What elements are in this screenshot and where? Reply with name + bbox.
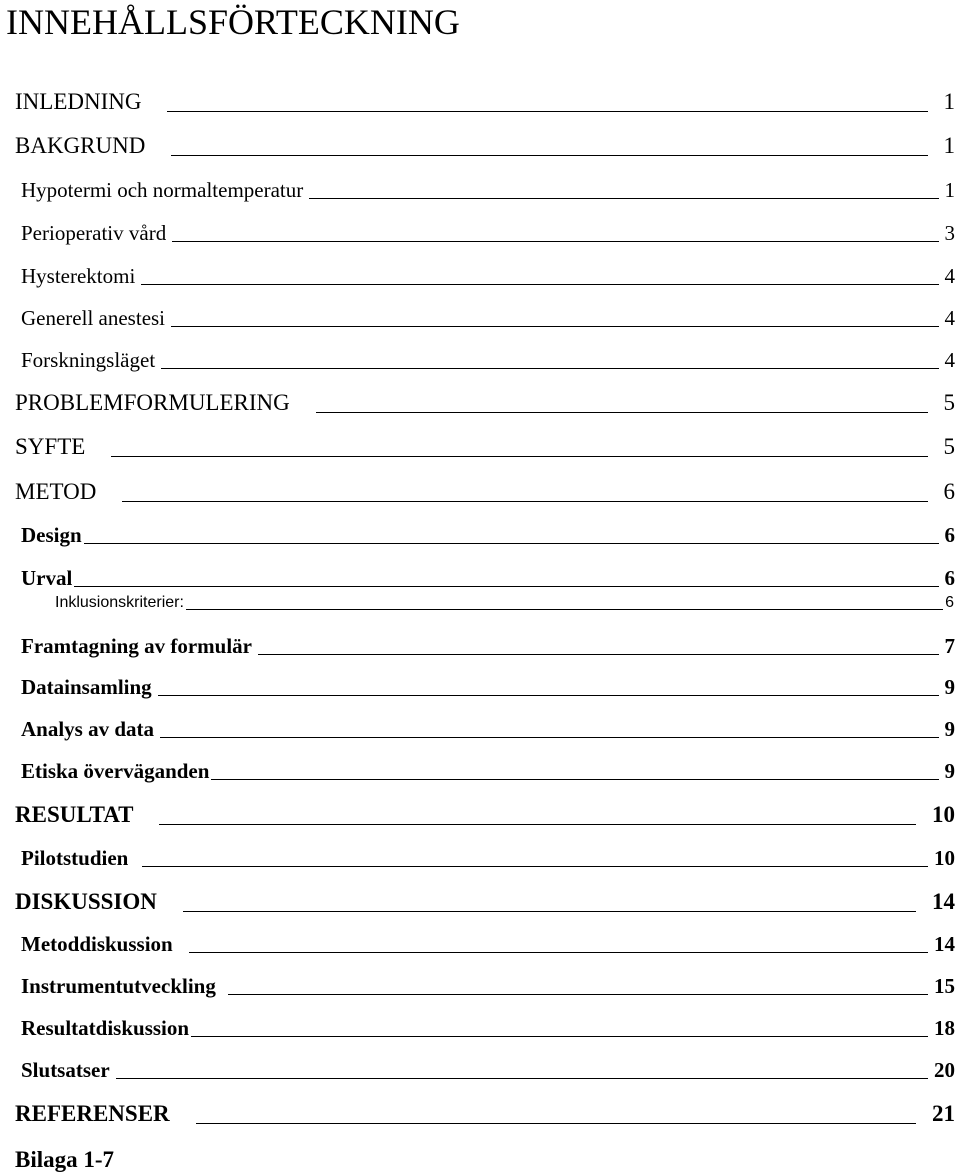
toc-entry-page: 14: [934, 932, 955, 956]
toc-entry-label: RESULTAT: [15, 802, 134, 827]
toc-entry-label: Generell anestesi: [21, 306, 166, 330]
toc-entry-label: Metoddiskussion: [21, 932, 173, 956]
toc-entry-label: BAKGRUND: [15, 133, 146, 158]
toc-leader-line: [158, 695, 939, 696]
toc-leader-line: [167, 111, 927, 112]
toc-appendix: Bilaga 1-7: [15, 1147, 115, 1172]
toc-entry-page: 6: [945, 594, 954, 611]
toc-entry-hypotermi[interactable]: [0, 177, 960, 203]
toc-leader-line: [171, 326, 938, 327]
toc-entry-resultat[interactable]: [0, 801, 960, 829]
toc-entry-page: 9: [944, 717, 955, 741]
toc-entry-resultatdiskussion[interactable]: [0, 1015, 960, 1041]
toc-entry-label: PROBLEMFORMULERING: [15, 390, 290, 415]
toc-entry-inledning[interactable]: [0, 88, 960, 116]
toc-entry-page: 5: [943, 390, 955, 415]
toc-entry-urval[interactable]: [0, 565, 960, 591]
toc-leader-line: [84, 543, 939, 544]
toc-entry-bakgrund[interactable]: [0, 132, 960, 160]
toc-leader-line: [116, 1078, 928, 1079]
toc-entry-label: INLEDNING: [15, 89, 142, 114]
toc-leader-line: [142, 866, 928, 867]
toc-leader-line: [228, 994, 928, 995]
toc-entry-page: 1: [943, 89, 955, 114]
toc-entry-metod[interactable]: [0, 478, 960, 506]
toc-leader-line: [172, 241, 938, 242]
toc-leader-line: [122, 501, 927, 502]
toc-entry-perioperativ-vard[interactable]: [0, 220, 960, 246]
toc-entry-page: 9: [944, 675, 955, 699]
toc-entry-label: Hysterektomi: [21, 264, 136, 288]
toc-entry-instrumentutveckling[interactable]: [0, 973, 960, 999]
toc-entry-page: 5: [943, 434, 955, 459]
toc-leader-line: [141, 284, 938, 285]
toc-entry-label: Urval: [21, 566, 73, 590]
toc-entry-page: 6: [943, 479, 955, 504]
toc-entry-label: Forskningsläget: [21, 348, 156, 372]
toc-entry-hysterektomi[interactable]: [0, 263, 960, 289]
toc-entry-page: 4: [944, 264, 955, 288]
toc-entry-analys-av-data[interactable]: [0, 716, 960, 742]
toc-entry-datainsamling[interactable]: [0, 674, 960, 700]
toc-leader-line: [111, 456, 927, 457]
toc-leader-line: [159, 824, 916, 825]
toc-leader-line: [189, 952, 928, 953]
page-title: INNEHÅLLSFÖRTECKNING: [6, 2, 460, 42]
toc-leader-line: [183, 911, 916, 912]
toc-leader-line: [211, 779, 938, 780]
toc-entry-diskussion[interactable]: [0, 888, 960, 916]
toc-leader-line: [186, 609, 943, 610]
toc-entry-page: 1: [943, 133, 955, 158]
toc-entry-label: Etiska överväganden: [21, 759, 210, 783]
toc-entry-problemformulering[interactable]: [0, 389, 960, 417]
toc-entry-label: Design: [21, 523, 82, 547]
toc-entry-etiska-overvaganden[interactable]: [0, 758, 960, 784]
toc-entry-generell-anestesi[interactable]: [0, 305, 960, 331]
toc-leader-line: [309, 198, 938, 199]
toc-entry-forskningslaget[interactable]: [0, 347, 960, 373]
toc-entry-metoddiskussion[interactable]: [0, 931, 960, 957]
toc-leader-line: [161, 368, 938, 369]
toc-leader-line: [171, 155, 927, 156]
toc-leader-line: [196, 1123, 916, 1124]
toc-entry-page: 3: [944, 221, 955, 245]
toc-entry-label: Hypotermi och normaltemperatur: [21, 178, 304, 202]
toc-entry-syfte[interactable]: [0, 433, 960, 461]
toc-entry-slutsatser[interactable]: [0, 1057, 960, 1083]
toc-entry-label: SYFTE: [15, 434, 86, 459]
toc-entry-label: Datainsamling: [21, 675, 152, 699]
toc-entry-page: 6: [944, 523, 955, 547]
toc-entry-page: 20: [934, 1058, 955, 1082]
toc-leader-line: [191, 1036, 928, 1037]
toc-entry-label: Instrumentutveckling: [21, 974, 216, 998]
toc-entry-label: Analys av data: [21, 717, 155, 741]
toc-entry-page: 14: [932, 889, 955, 914]
toc-leader-line: [160, 737, 938, 738]
toc-entry-page: 4: [944, 348, 955, 372]
toc-entry-label: REFERENSER: [15, 1101, 170, 1126]
toc-entry-page: 18: [934, 1016, 955, 1040]
toc-leader-line: [316, 412, 928, 413]
toc-entry-label: Framtagning av formulär: [21, 634, 252, 658]
toc-leader-line: [74, 586, 938, 587]
toc-entry-label: Resultatdiskussion: [21, 1016, 190, 1040]
toc-entry-framtagning[interactable]: [0, 633, 960, 659]
toc-entry-label: Slutsatser: [21, 1058, 110, 1082]
toc-entry-page: 10: [934, 846, 955, 870]
toc-entry-page: 15: [934, 974, 955, 998]
toc-entry-design[interactable]: [0, 522, 960, 548]
toc-entry-page: 4: [944, 306, 955, 330]
toc-entry-label: Pilotstudien: [21, 846, 129, 870]
toc-entry-referenser[interactable]: [0, 1100, 960, 1128]
toc-entry-label: DISKUSSION: [15, 889, 157, 914]
toc-entry-page: 10: [932, 802, 955, 827]
toc-entry-pilotstudien[interactable]: [0, 845, 960, 871]
toc-leader-line: [258, 654, 939, 655]
toc-entry-inklusionskriterier[interactable]: [0, 593, 960, 613]
toc-entry-page: 9: [944, 759, 955, 783]
toc-entry-label: Inklusionskriterier:: [55, 594, 184, 611]
toc-entry-label: METOD: [15, 479, 97, 504]
toc-entry-page: 6: [944, 566, 955, 590]
toc-entry-page: 7: [944, 634, 955, 658]
toc-entry-page: 21: [932, 1101, 955, 1126]
toc-entry-label: Perioperativ vård: [21, 221, 167, 245]
toc-entry-page: 1: [944, 178, 955, 202]
